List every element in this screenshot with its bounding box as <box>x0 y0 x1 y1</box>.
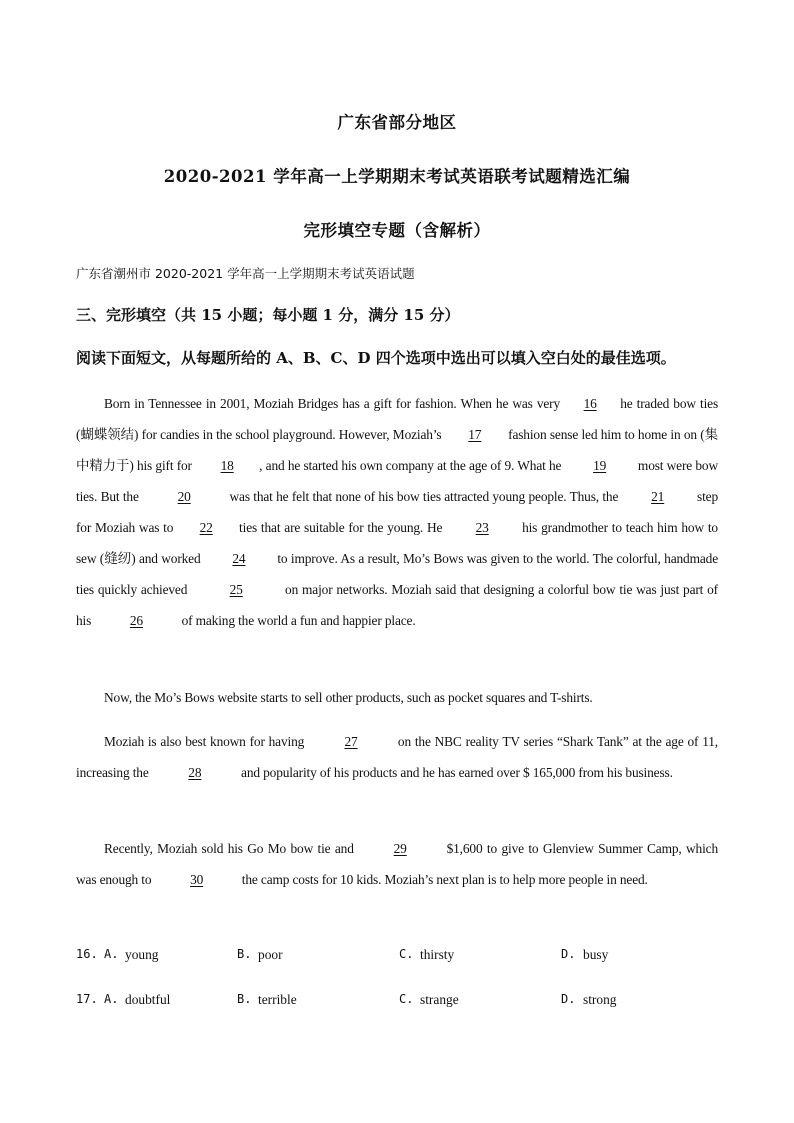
passage-paragraph-3: Moziah is also best known for having 27 on the NBC reality TV series “Shark Tank” at the age of 11, increasing the 28 and popularity of his products and he has earned over $ 165,000 from his business. <box>76 726 718 788</box>
section-heading: 三、完形填空（共 15 小题；每小题 1 分，满分 15 分） <box>76 306 460 324</box>
document-title: 广东省部分地区 <box>337 113 457 132</box>
blank-18: 18 <box>220 458 234 473</box>
passage-paragraph-2: Now, the Mo’s Bows website starts to sell other products, such as pocket squares and T-shirts. <box>104 690 593 705</box>
option-a-text: doubtful <box>125 992 171 1007</box>
option-b-text: terrible <box>258 992 297 1007</box>
question-number: 16. <box>76 947 98 961</box>
option-letter-b: B. <box>237 947 252 961</box>
exam-source: 广东省潮州市 2020-2021 学年高一上学期期末考试英语试题 <box>76 266 415 281</box>
blank-28: 28 <box>188 765 202 780</box>
option-d-text: strong <box>583 992 617 1007</box>
blank-19: 19 <box>593 458 607 473</box>
option-letter-d: D. <box>561 947 576 961</box>
option-c-text: strange <box>420 992 459 1007</box>
instruction-text: 阅读下面短文，从每题所给的 A、B、C、D 四个选项中选出可以填入空白处的最佳选项。 <box>76 349 676 367</box>
blank-24: 24 <box>232 551 246 566</box>
blank-17: 17 <box>468 427 482 442</box>
option-c-text: thirsty <box>420 947 455 962</box>
blank-30: 30 <box>190 872 204 887</box>
option-letter-b: B. <box>237 992 252 1006</box>
option-letter-d: D. <box>561 992 576 1006</box>
document-subtitle: 2020-2021 学年高一上学期期末考试英语联考试题精选汇编 <box>163 167 631 186</box>
blank-16: 16 <box>583 396 597 411</box>
blank-20: 20 <box>177 489 191 504</box>
blank-27: 27 <box>344 734 358 749</box>
blank-21: 21 <box>651 489 665 504</box>
option-a-text: young <box>125 947 159 962</box>
option-letter-c: C. <box>399 992 414 1006</box>
document-topic: 完形填空专题（含解析） <box>303 221 491 240</box>
blank-26: 26 <box>129 613 143 628</box>
question-16 <box>76 947 716 967</box>
option-letter-a: A. <box>104 992 119 1006</box>
option-letter-c: C. <box>399 947 414 961</box>
passage-paragraph-1: Born in Tennessee in 2001, Moziah Bridges has a gift for fashion. When he was very 16 he traded bow ties (蝴蝶领结) for candies in the school playground. However, Moziah’s 17 fashion sense led him to home in on (集中精力于) his gift for 18 , and he started his own company at the age of 9. What he 19 most were bow ties. But the 20 was that he felt that none of his bow ties attracted young people. Thus, the 21 step for Moziah was to 22 ties that are suitable for the young. He 23 his grandmother to teach him how to sew (缝纫) and worked 24 to improve. As a result, Mo’s Bows was given to the world. The colorful, handmade ties quickly achieved 25 on major networks. Moziah said that designing a colorful bow tie was just part of his 26 of making the world a fun and happier place. <box>76 388 718 636</box>
option-d-text: busy <box>583 947 609 962</box>
question-17 <box>76 992 716 1012</box>
blank-23: 23 <box>475 520 489 535</box>
passage-paragraph-4: Recently, Moziah sold his Go Mo bow tie and 29 $1,600 to give to Glenview Summer Camp, which was enough to 30 the camp costs for 10 kids. Moziah’s next plan is to help more people in need. <box>76 833 718 895</box>
blank-25: 25 <box>229 582 243 597</box>
option-b-text: poor <box>258 947 283 962</box>
question-number: 17. <box>76 992 98 1006</box>
blank-22: 22 <box>199 520 213 535</box>
blank-29: 29 <box>393 841 407 856</box>
option-letter-a: A. <box>104 947 119 961</box>
